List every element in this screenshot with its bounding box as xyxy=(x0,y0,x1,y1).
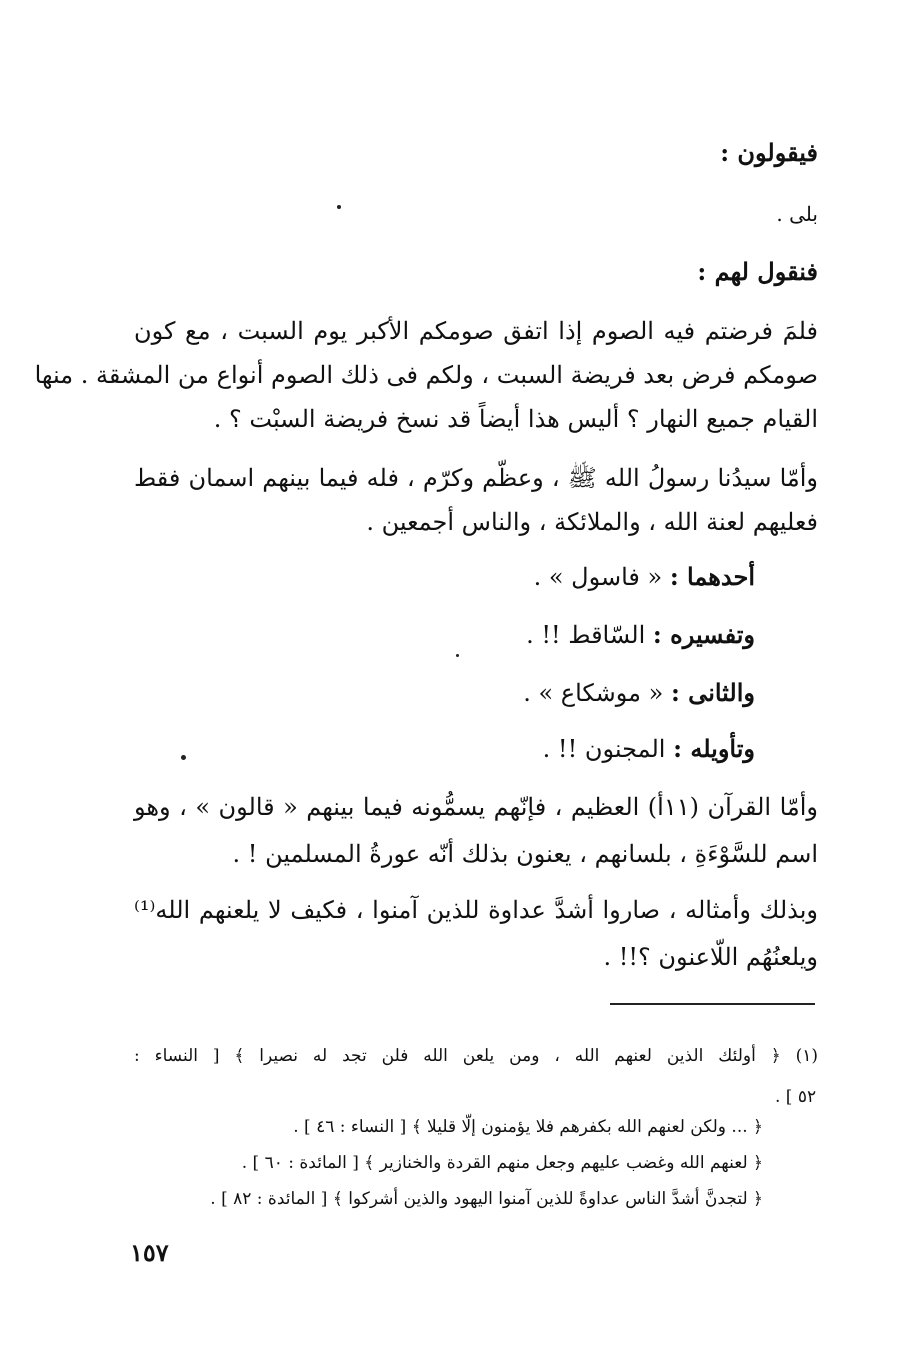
paragraph-1-line-2: صومكم فرض بعد فريضة السبت ، ولكم فى ذلك الصوم أنواع من المشقة . منها xyxy=(34,361,818,389)
name-entry xyxy=(534,560,755,594)
name-value: السّاقط !! . xyxy=(526,621,646,649)
reply-yes: بلى . xyxy=(776,202,818,226)
paragraph-2-line-1: وأمّا سيدُنا رسولُ الله ﷺ ، وعظّم وكرّم ، فله فيما بينهم اسمان فقط xyxy=(134,464,818,492)
footnote-divider xyxy=(610,1003,815,1005)
scan-speck xyxy=(456,654,459,657)
name-value: « فاسول » . xyxy=(533,563,663,591)
name-term: والثانى : xyxy=(670,678,755,707)
name-term: وتفسيره : xyxy=(652,620,755,649)
footnote-quote-3: ﴿ لعنهم الله وغضب عليهم وجعل منهم القردة والخنازير ﴾ [ المائدة : ٦٠ ] . xyxy=(241,1153,763,1173)
footnote-quote-4: ﴿ لتجدنَّ أشدَّ الناس عداوةً للذين آمنوا اليهود والذين أشركوا ﴾ [ المائدة : ٨٢ ] . xyxy=(210,1189,763,1209)
footnote-1-line-2: . [ ٥٢ xyxy=(775,1087,817,1107)
name-value: المجنون !! . xyxy=(542,735,666,763)
footnote-quote-2: ﴿ ... ولكن لعنهم الله بكفرهم فلا يؤمنون إلّا قليلا ﴾ [ النساء : ٤٦ ] . xyxy=(293,1117,763,1137)
paragraph-3-line-1: وأمّا القرآن (١١أ) العظيم ، فإنّهم يسمُّونه فيما بينهم « قالون » ، وهو xyxy=(134,793,818,821)
paragraph-3-line-2: اسم للسَّوْءَةِ ، بلسانهم ، يعنون بذلك أنّه عورةُ المسلمين ! . xyxy=(232,840,818,868)
speaker-we-say: فنقول لهم : xyxy=(697,257,818,286)
name-term: وتأويله : xyxy=(673,734,755,763)
scan-speck xyxy=(181,755,186,760)
paragraph-4-line-1: وبذلك وأمثاله ، صاروا أشدَّ عداوة للذين آمنوا ، فكيف لا يلعنهم الله⁽¹⁾ xyxy=(134,896,818,924)
page-number: ١٥٧ xyxy=(130,1238,169,1267)
paragraph-4-line-2: ويلعنُهُم اللّاعنون ؟!! . xyxy=(603,943,818,971)
speaker-they-say: فيقولون : xyxy=(720,138,818,167)
name-entry xyxy=(543,732,755,766)
paragraph-1-line-1: فلمَ فرضتم فيه الصوم إذا اتفق صومكم الأكبر يوم السبت ، مع كون xyxy=(134,317,818,345)
name-value: « موشكاع » . xyxy=(523,679,664,707)
scan-speck xyxy=(337,205,341,209)
name-entry xyxy=(526,618,755,652)
name-entry xyxy=(523,676,755,710)
paragraph-1-line-3: القيام جميع النهار ؟ أليس هذا أيضاً قد نسخ فريضة السبْت ؟ . xyxy=(213,405,818,433)
paragraph-2-line-2: فعليهم لعنة الله ، والملائكة ، والناس أجمعين . xyxy=(366,508,818,536)
name-term: أحدهما : xyxy=(669,562,755,591)
footnote-1-line-1: (١) ﴿ أولئك الذين لعنهم الله ، ومن يلعن الله فلن تجد له نصيرا ﴾ [ النساء : xyxy=(134,1046,818,1066)
